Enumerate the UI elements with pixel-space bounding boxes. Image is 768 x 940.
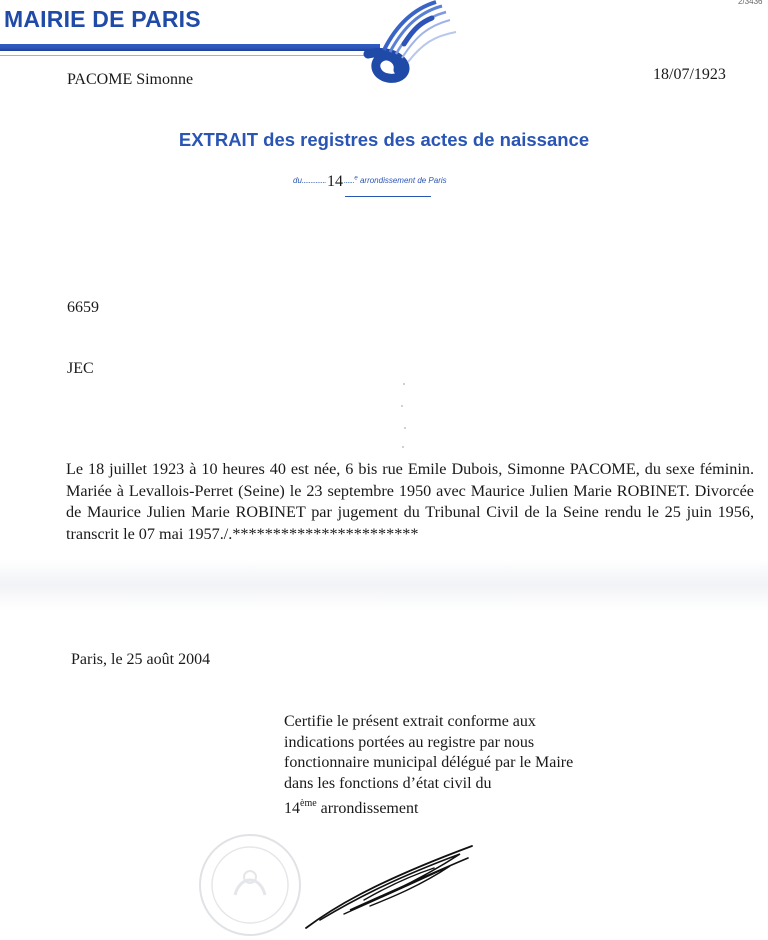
corner-reference: 2/3436 [738,0,763,6]
certification-arr-number: 14 [284,800,300,817]
birth-date: 18/07/1923 [653,66,726,83]
signature-icon [300,840,480,935]
arr-prefix: du [293,176,302,185]
paper-speck [404,427,406,429]
arr-suffix: arrondissement de Paris [359,176,447,185]
arrondissement-line [293,170,447,188]
certification-arr-sup: ème [300,798,317,809]
paper-fold-shade [0,560,768,610]
header-rule-thin [0,55,372,56]
certification-text: Certifie le présent extrait conforme aux indications portées au registre par nous fonctionnaire municipal délégué par le Maire dans les fonctions d’état civil du [284,713,574,792]
paper-speck [402,446,404,448]
act-body-text: Le 18 juillet 1923 à 10 heures 40 est née, 6 bis rue Emile Dubois, Simonne PACOME, du sexe féminin. Mariée à Levallois-Perret (Seine) le 23 septembre 1950 avec Maurice Julien Marie ROBINET. Divorcée de Maurice Julien Marie ROBINET par jugement du Tribunal Civil de la Seine rendu le 25 juin 1956, transcrit le 07 mai 1957./.*********************** [66,460,754,543]
official-stamp-icon [195,825,305,940]
paper-speck [403,383,405,385]
mairie-de-paris-logo-icon [358,0,468,90]
arr-dots-before: .............. [301,176,327,185]
registry-code: JEC [67,360,94,377]
arrondissement-number: 14 [327,173,344,190]
person-name: PACOME Simonne [67,71,194,88]
arr-superscript: e [354,175,358,182]
header-rule [0,44,380,51]
arr-dots-after: ...... [344,176,355,185]
arrondissement-rule [345,196,431,197]
place-and-date: Paris, le 25 août 2004 [71,651,211,668]
act-number: 6659 [67,299,99,316]
document-title: EXTRAIT des registres des actes de naissance [178,129,590,150]
mairie-de-paris-title: MAIRIE DE PARIS [4,6,201,32]
certification-arr-word: arrondissement [320,800,419,817]
paper-speck [401,405,403,407]
certification-block [284,712,584,820]
